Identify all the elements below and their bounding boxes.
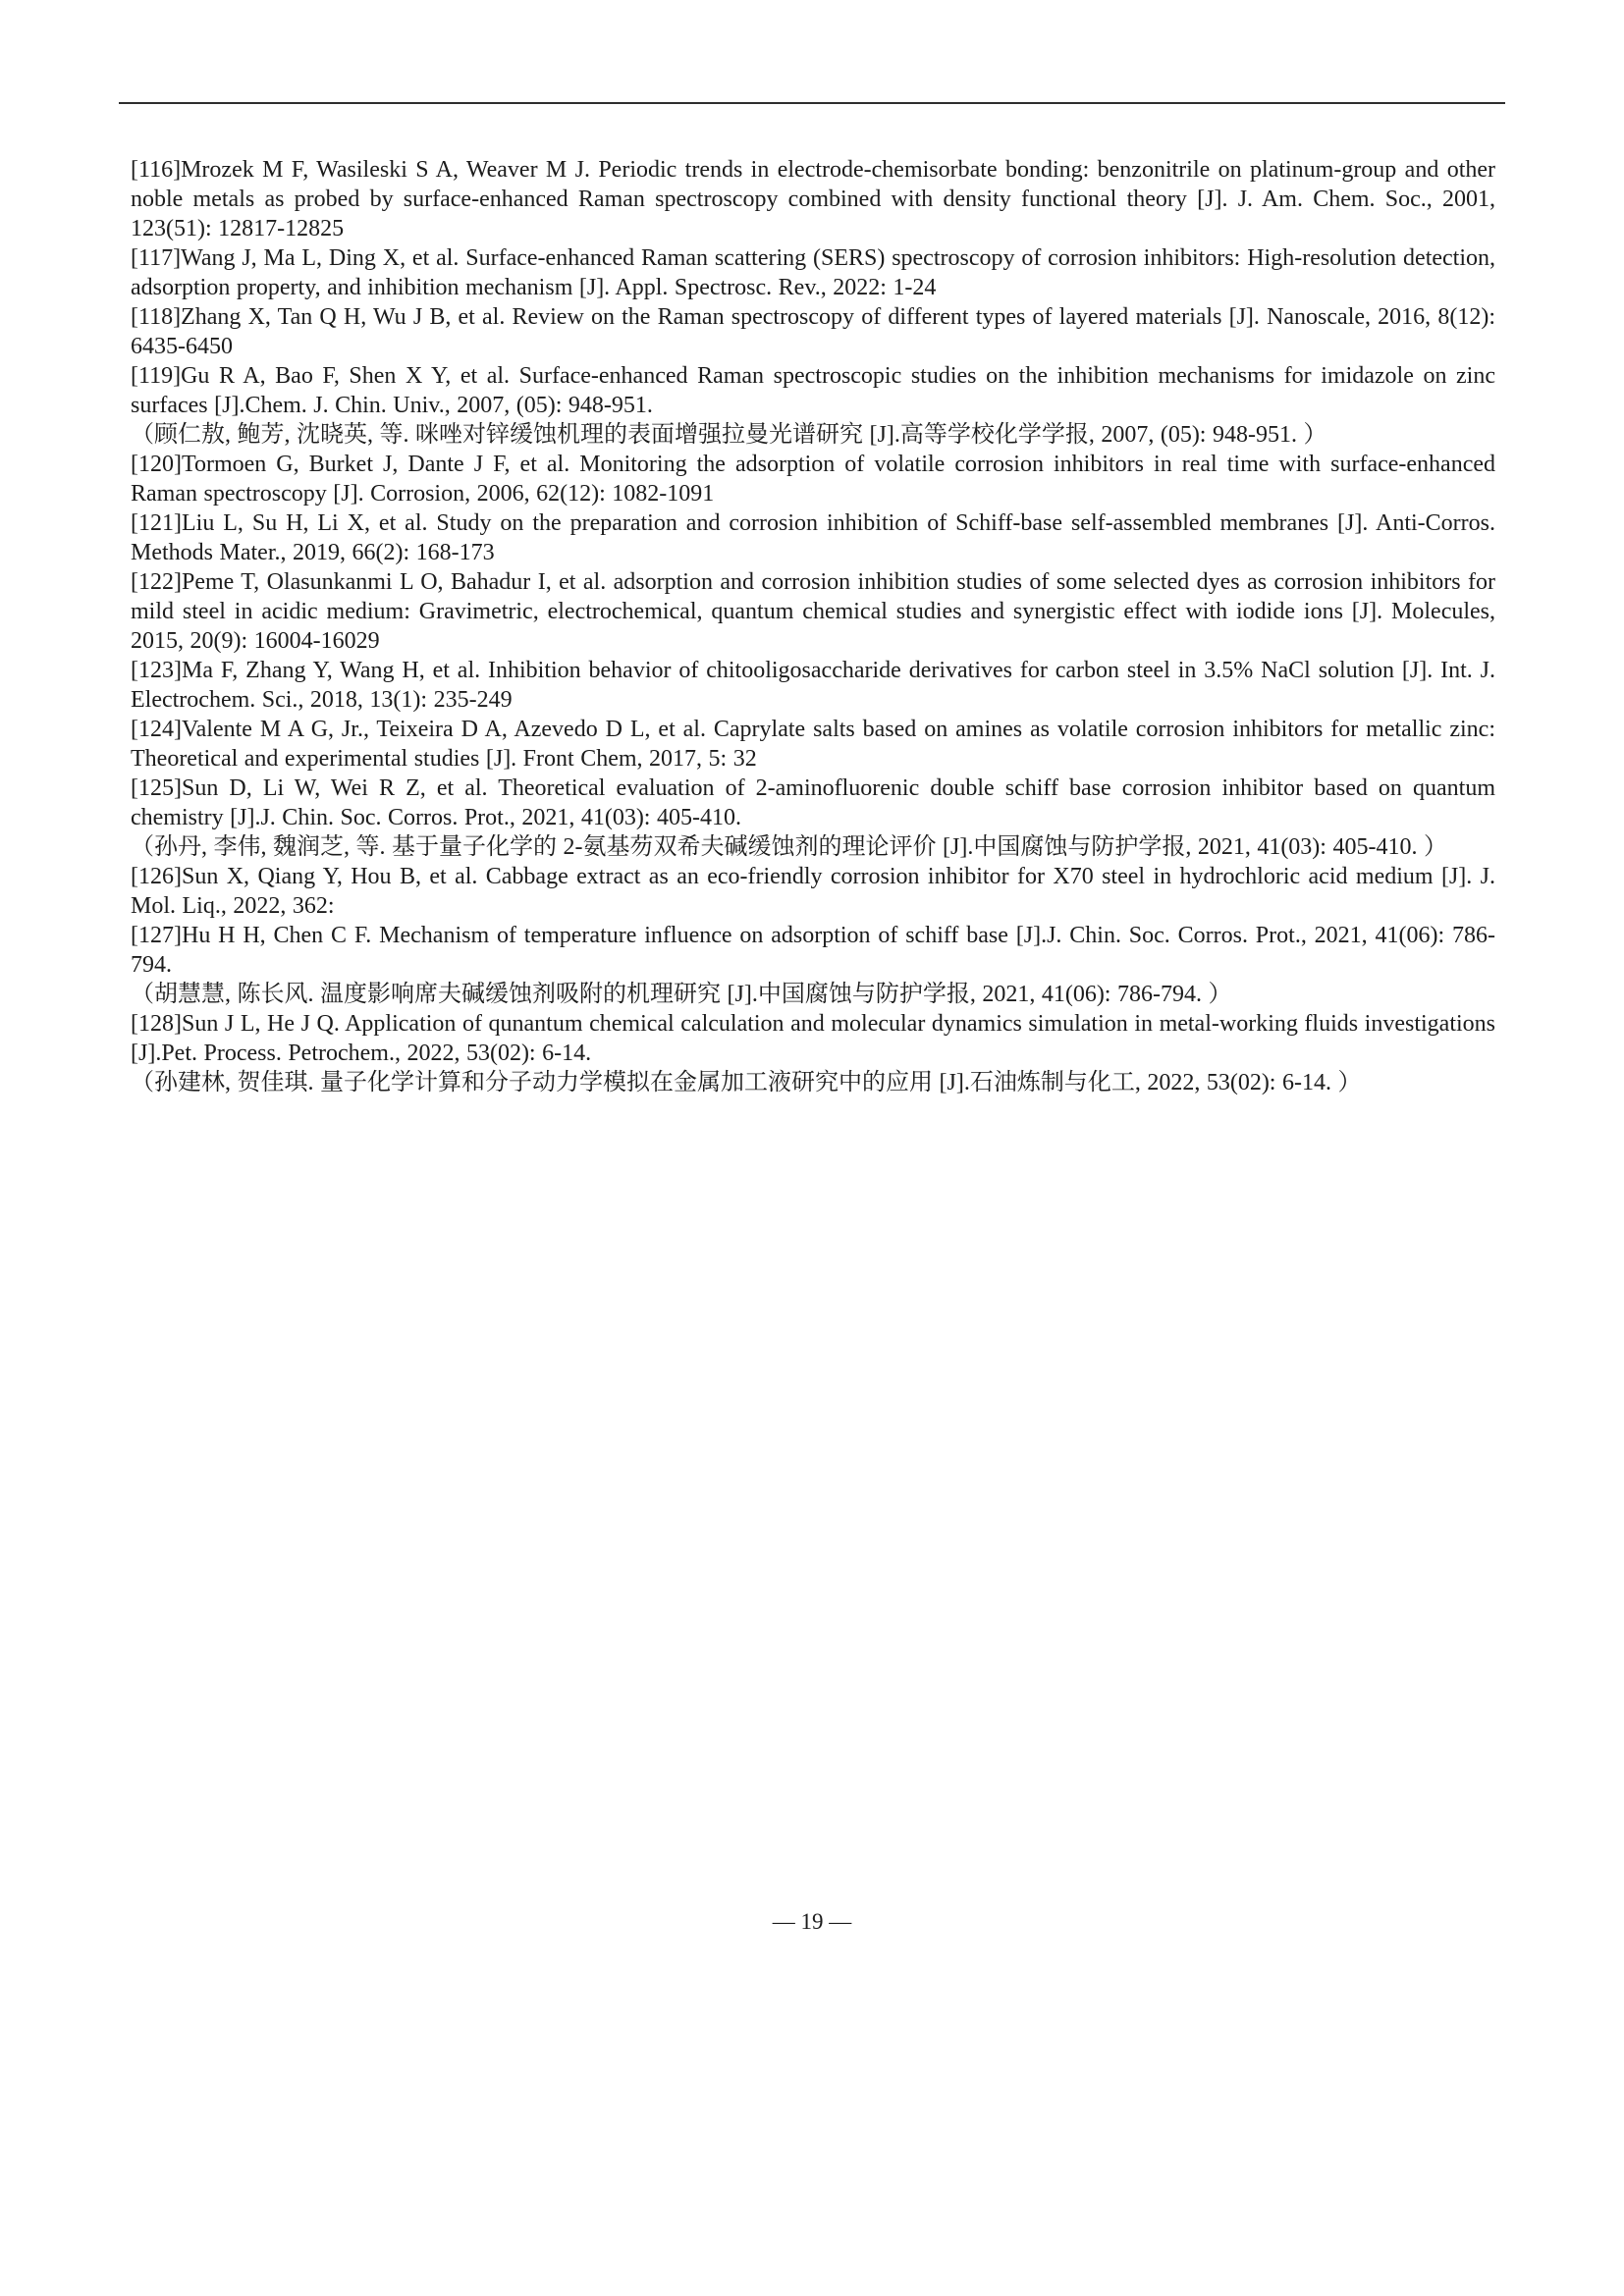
reference-entry-123: [123]Ma F, Zhang Y, Wang H, et al. Inhibition behavior of chitooligosaccharide derivatives for carbon steel in 3.5% NaCl solution [J]. Int. J. Electrochem. Sci., 2018, 13(1): 235-249 xyxy=(131,658,1495,713)
reference-entry-121: [121]Liu L, Su H, Li X, et al. Study on the preparation and corrosion inhibition of Schiff-base self-assembled membranes [J]. Anti-Corros. Methods Mater., 2019, 66(2): 168-173 xyxy=(131,510,1495,565)
reference-entry-127: [127]Hu H H, Chen C F. Mechanism of temperature influence on adsorption of schiff base [J].J. Chin. Soc. Corros. Prot., 2021, 41(06): 786-794. xyxy=(131,923,1495,978)
reference-entry-126: [126]Sun X, Qiang Y, Hou B, et al. Cabbage extract as an eco-friendly corrosion inhibitor for X70 steel in hydrochloric acid medium [J]. J. Mol. Liq., 2022, 362: xyxy=(131,864,1495,919)
reference-entry-128: [128]Sun J L, He J Q. Application of qunantum chemical calculation and molecular dynamics simulation in metal-working fluids investigations [J].Pet. Process. Petrochem., 2022, 53(02): 6-14. xyxy=(131,1011,1495,1066)
reference-entry-116: [116]Mrozek M F, Wasileski S A, Weaver M J. Periodic trends in electrode-chemisorbate bonding: benzonitrile on platinum-group and other noble metals as probed by surface-enhanced Raman spectroscopy combined with density functional theory [J]. J. Am. Chem. Soc., 2001, 123(51): 12817-12825 xyxy=(131,157,1495,241)
reference-entry-119: [119]Gu R A, Bao F, Shen X Y, et al. Surface-enhanced Raman spectroscopic studies on the inhibition mechanisms for imidazole on zinc surfaces [J].Chem. J. Chin. Univ., 2007, (05): 948-951. xyxy=(131,363,1495,418)
reference-entry-117: [117]Wang J, Ma L, Ding X, et al. Surface-enhanced Raman scattering (SERS) spectroscopy of corrosion inhibitors: High-resolution detection, adsorption property, and inhibition mechanism [J]. Appl. Spectrosc. Rev., 2022: 1-24 xyxy=(131,245,1495,300)
reference-translation-125: （孙丹, 李伟, 魏润芝, 等. 基于量子化学的 2-氨基芴双希夫碱缓蚀剂的理论评价 [J].中国腐蚀与防护学报, 2021, 41(03): 405-410. ） xyxy=(131,834,1447,860)
reference-entry-125: [125]Sun D, Li W, Wei R Z, et al. Theoretical evaluation of 2-aminofluorenic double schiff base corrosion inhibitor based on quantum chemistry [J].J. Chin. Soc. Corros. Prot., 2021, 41(03): 405-410. xyxy=(131,775,1495,830)
reference-entry-118: [118]Zhang X, Tan Q H, Wu J B, et al. Review on the Raman spectroscopy of different types of layered materials [J]. Nanoscale, 2016, 8(12): 6435-6450 xyxy=(131,304,1495,359)
header-rule xyxy=(119,102,1505,104)
reference-translation-128: （孙建林, 贺佳琪. 量子化学计算和分子动力学模拟在金属加工液研究中的应用 [J].石油炼制与化工, 2022, 53(02): 6-14. ） xyxy=(131,1070,1362,1095)
reference-translation-119: （顾仁敖, 鲍芳, 沈晓英, 等. 咪唑对锌缓蚀机理的表面增强拉曼光谱研究 [J].高等学校化学学报, 2007, (05): 948-951. ） xyxy=(131,422,1327,448)
reference-entry-122: [122]Peme T, Olasunkanmi L O, Bahadur I, et al. adsorption and corrosion inhibition studies of some selected dyes as corrosion inhibitors for mild steel in acidic medium: Gravimetric, electrochemical, quantum chemical studies and synergistic effect with iodide ions [J]. Molecules, 2015, 20(9): 16004-16029 xyxy=(131,569,1495,654)
references-list xyxy=(131,155,1495,1097)
reference-entry-120: [120]Tormoen G, Burket J, Dante J F, et al. Monitoring the adsorption of volatile corrosion inhibitors in real time with surface-enhanced Raman spectroscopy [J]. Corrosion, 2006, 62(12): 1082-1091 xyxy=(131,452,1495,507)
reference-entry-124: [124]Valente M A G, Jr., Teixeira D A, Azevedo D L, et al. Caprylate salts based on amines as volatile corrosion inhibitors for metallic zinc: Theoretical and experimental studies [J]. Front Chem, 2017, 5: 32 xyxy=(131,717,1495,772)
page-number: — 19 — xyxy=(772,1909,852,1934)
reference-translation-127: （胡慧慧, 陈长风. 温度影响席夫碱缓蚀剂吸附的机理研究 [J].中国腐蚀与防护学报, 2021, 41(06): 786-794. ） xyxy=(131,982,1232,1007)
